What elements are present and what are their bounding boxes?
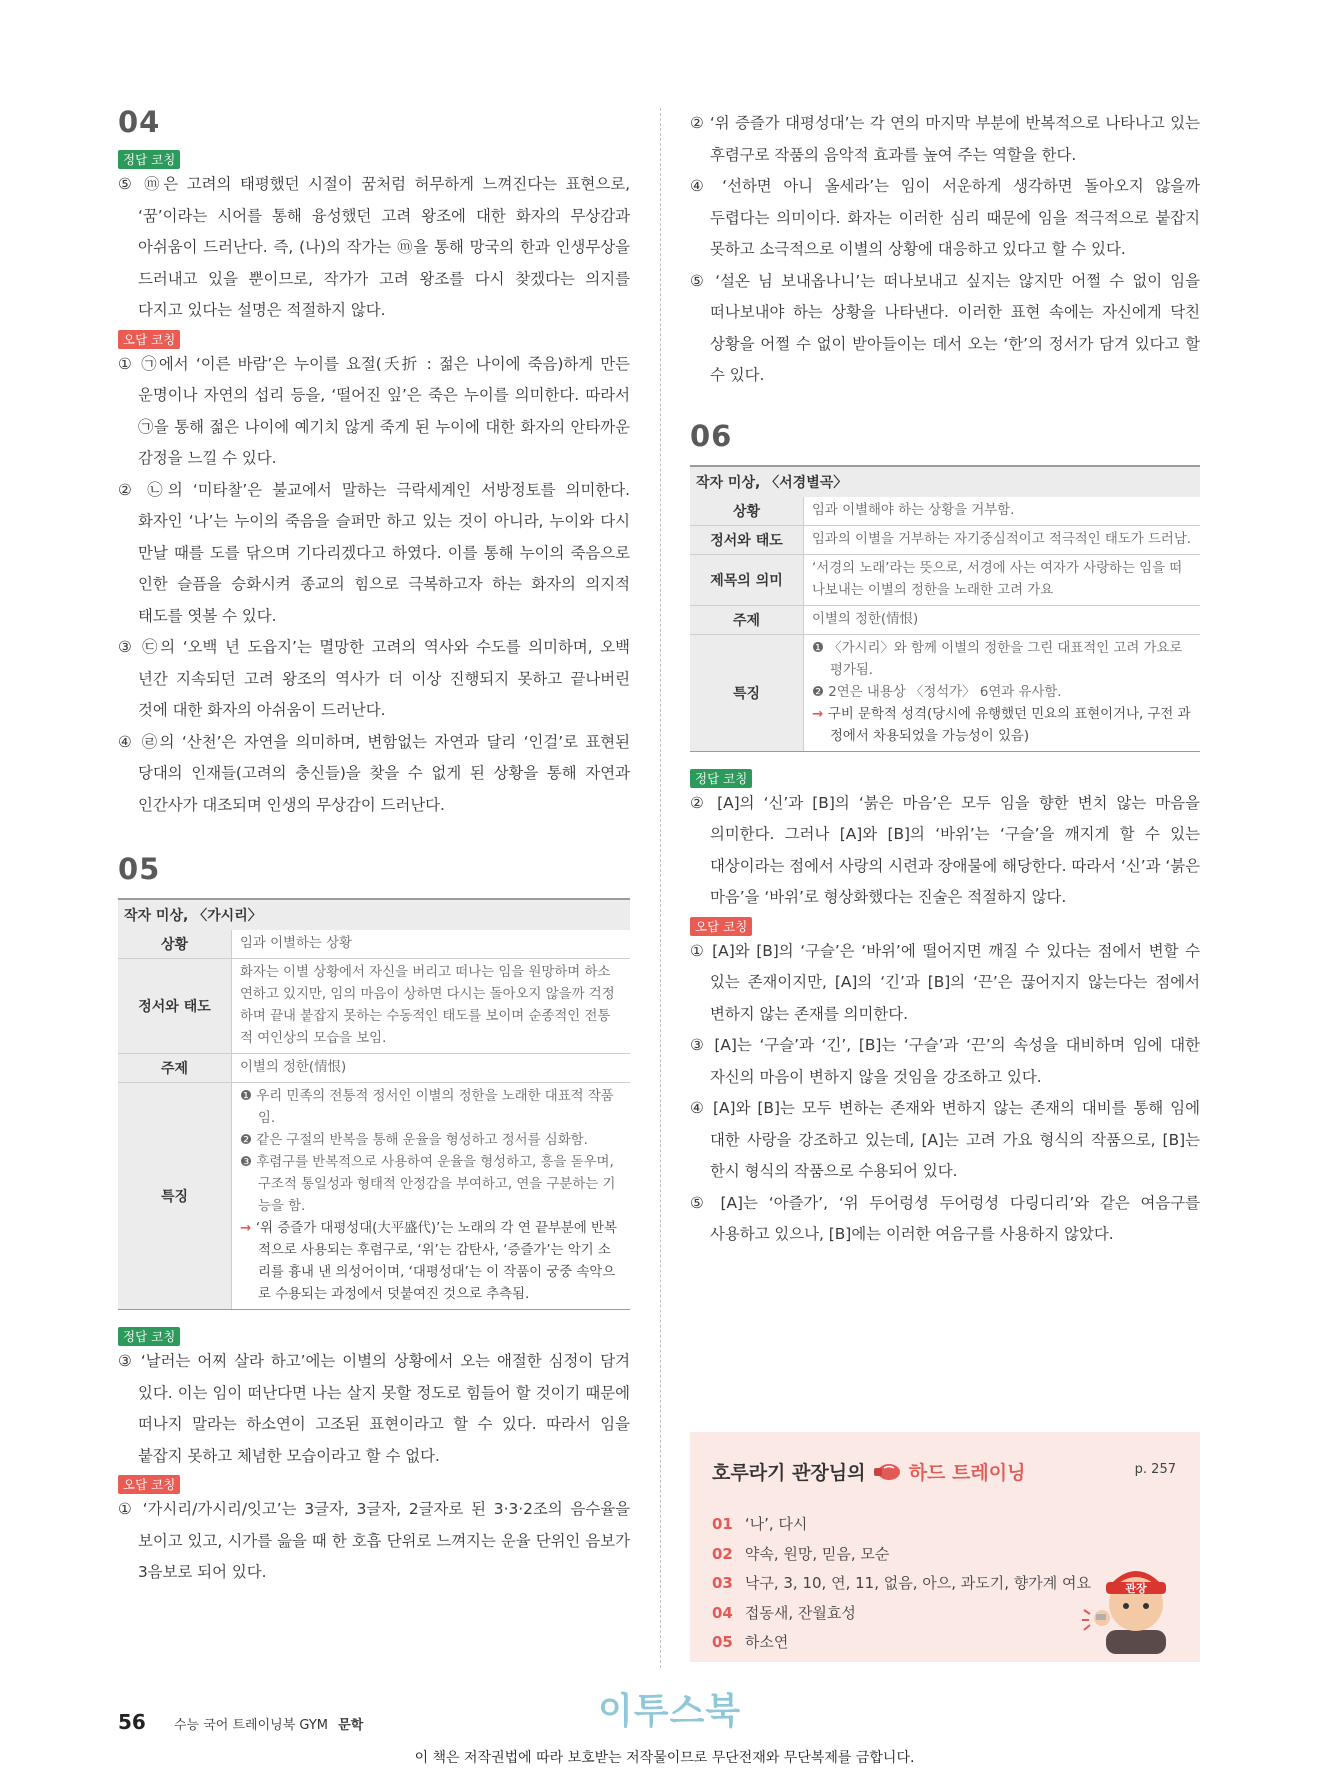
q04-wrong-item: ④ ㉣의 ‘산천’은 자연을 의미하며, 변함없는 자연과 달리 ‘인걸’로 표현된 당대의 인재들(고려의 충신들)을 찾을 수 없게 된 상황을 통해 자연과 인간사가 대조되며 인생의 무상감이 드러난다. [118,732,630,814]
row-head: 상황 [690,497,804,526]
coach-mascot-illustration [1076,1544,1186,1654]
feature-note-text: 구비 문학적 성격(당시에 유행했던 민요의 표현이거나, 구전 과정에서 차용되었을 가능성이 있음) [827,706,1191,744]
list-item: 04 접동새, 잔월효성 [712,1603,856,1622]
list-item: 01 ‘나’, 다시 [712,1515,808,1533]
arrow-icon: → [240,1221,256,1236]
row-head: 주제 [690,605,804,634]
q05-wrong-item: ⑤ ‘설온 님 보내옵나니’는 떠나보내고 싶지는 않지만 어쩔 수 없이 임을 떠나보내야 하는 상황을 나타낸다. 이러한 표현 속에는 자신에게 닥친 상황을 어쩔 수 없이 받아들이는 데서 오는 ‘한’의 정서가 담겨 있다고 할 수 있다. [690,271,1200,384]
feature-list [232,1083,631,1310]
page-number: 56 [118,1710,146,1734]
q05-wrong-item: ① ‘가시리/가시리/잇고’는 3글자, 3글자, 2글자로 된 3·3·2조의 음수율을 보이고 있고, 시가를 읊을 때 한 호흡 단위로 느껴지는 운율 단위인 음보가 3음보로 되어 있다. [118,1500,630,1581]
arrow-icon: → [812,706,828,722]
correct-coaching-tag: 정답 코칭 [690,769,752,788]
feature-list [804,634,1201,751]
hard-training-box [690,1432,1200,1662]
row-head: 특징 [118,1083,232,1310]
training-title-highlight: 하드 트레이닝 [908,1462,1026,1484]
book-title: 수능 국어 트레이닝북 GYM [173,1718,328,1733]
q05-wrong-item: ④ ‘선하면 아니 올세라’는 임이 서운하게 생각하면 돌아오지 않을까 두렵다는 의미이다. 화자는 이러한 심리 때문에 임을 적극적으로 붙잡지 못하고 소극적으로 이별의 상황에 대응하고 있다고 할 수 있다. [690,177,1200,258]
question-number-06: 06 [690,418,733,453]
row-head: 상황 [118,930,232,959]
list-item: 02 약속, 원망, 믿음, 모순 [712,1544,890,1563]
left-column [118,105,630,1589]
q06-wrong-item: ① [A]와 [B]의 ‘구슬’은 ‘바위’에 떨어지면 깨질 수 있다는 점에서 변할 수 있는 존재이지만, [A]의 ‘긴’과 [B]의 ‘끈’은 끊어지지 않는다는 점에서 변하지 않는 존재를 의미한다. [690,941,1200,1023]
table-caption: 작자 미상, 〈서경별곡〉 [690,465,1200,497]
feature-item: ❶ 〈가시리〉와 함께 이별의 정한을 그린 대표적인 고려 가요로 평가됨. [812,640,1183,678]
wrong-coaching-tag: 오답 코칭 [118,1475,180,1494]
row-head: 정서와 태도 [118,959,232,1054]
question-number-05: 05 [118,852,161,886]
q06-correct-explanation: ② [A]의 ‘신’과 [B]의 ‘붉은 마음’은 모두 임을 향한 변치 않는 마음을 의미한다. 그러나 [A]와 [B]의 ‘바위’는 ‘구슬’을 깨지게 할 수 있는 대상이라는 점에서 사랑의 시련과 장애물에 해당한다. 따라서 ‘신’과 ‘붉은 마음’을 ‘바위’로 형상화했다는 진술은 적절하지 않다. [690,793,1200,906]
list-item: 05 하소연 [712,1633,789,1651]
work-info-table-gasiri [118,898,630,1310]
wrong-coaching-tag: 오답 코칭 [690,917,752,936]
book-subject: 문학 [338,1718,364,1733]
feature-item: ❸ 후렴구를 반복적으로 사용하여 운율을 형성하고, 흥을 돋우며, 구조적 통일성과 형태적 안정감을 부여하고, 연을 구분하는 기능을 함. [240,1155,616,1214]
feature-note [812,704,1192,748]
row-value: 화자는 이별 상황에서 자신을 버리고 떠나는 임을 원망하며 하소연하고 있지만, 임의 마음이 상하면 다시는 돌아오지 않을까 걱정하며 끝내 붙잡지 못하는 수동적인 태도를 보이며 순종적인 전통적 여인상의 모습을 보임. [232,959,631,1054]
q05-correct-explanation: ③ ‘날러는 어찌 살라 하고’에는 이별의 상황에서 오는 애절한 심정이 담겨 있다. 이는 임이 떠난다면 나는 살지 못할 정도로 힘들어 할 것이기 때문에 떠나지 말라는 하소연이 고조된 표현이라고 할 수 있다. 따라서 임을 붙잡지 못하고 체념한 모습이라고 할 수 없다. [118,1352,630,1465]
feature-item: ❷ 같은 구절의 반복을 통해 운율을 형성하고 정서를 심화함. [240,1133,588,1148]
publisher-logo: 이투스북 [598,1691,742,1732]
row-value: 이별의 정한(情恨) [232,1054,631,1083]
training-title-prefix: 호루라기 관장님의 [712,1462,866,1484]
q06-wrong-item: ③ [A]는 ‘구슬’과 ‘긴’, [B]는 ‘구슬’과 ‘끈’의 속성을 대비하며 임에 대한 자신의 마음이 변하지 않을 것임을 강조하고 있다. [690,1036,1200,1086]
page-footer [118,1710,363,1734]
row-head: 특징 [690,634,804,751]
training-answer-list [712,1510,1091,1658]
row-head: 주제 [118,1054,232,1083]
feature-note [240,1218,622,1306]
training-title [712,1458,1025,1485]
row-head: 정서와 태도 [690,525,804,554]
correct-coaching-tag: 정답 코칭 [118,1327,180,1346]
question-number-04: 04 [118,105,161,139]
table-caption: 작자 미상, 〈가시리〉 [118,898,630,930]
wrong-coaching-tag: 오답 코칭 [118,330,180,349]
q06-wrong-item: ④ [A]와 [B]는 모두 변하는 존재와 변하지 않는 존재의 대비를 통해 임에 대한 사랑을 강조하고 있는데, [A]는 고려 가요 형식의 작품으로, [B]는 한시 형식의 작품으로 수용되어 있다. [690,1099,1200,1180]
feature-note-text: ‘위 증즐가 대평성대(大平盛代)’는 노래의 각 연 끝부분에 반복적으로 사용되는 후렴구로, ‘위’는 감탄사, ‘증즐가’는 악기 소리를 흉내 낸 의성어이며, ‘대평성대’는 이 작품이 궁중 속악으로 수용되는 과정에서 덧붙여진 것으로 추측됨. [255,1221,617,1302]
copyright-notice: 이 책은 저작권법에 따라 보호받는 저작물이므로 무단전재와 무단복제를 금합니다. [414,1750,915,1766]
q06-wrong-item: ⑤ [A]는 ‘아즐가’, ‘위 두어렁셩 두어렁셩 다링디리’와 같은 여음구를 사용하고 있으나, [B]에는 이러한 여음구를 사용하지 않았다. [690,1193,1200,1243]
column-divider [660,108,661,1668]
correct-coaching-tag: 정답 코칭 [118,150,180,169]
q05-wrong-item: ② ‘위 증즐가 대평성대’는 각 연의 마지막 부분에 반복적으로 나타나고 있는 후렴구로 작품의 음악적 효과를 높여 주는 역할을 한다. [690,114,1200,164]
feature-item: ❶ 우리 민족의 전통적 정서인 이별의 정한을 노래한 대표적 작품임. [240,1089,614,1126]
row-head: 제목의 의미 [690,554,804,605]
boxing-glove-icon [872,1462,902,1482]
feature-item: ❷ 2연은 내용상 〈정석가〉 6연과 유사함. [812,684,1062,700]
mascot-badge-text: 관장 [1125,1582,1147,1595]
row-value: ‘서경의 노래’라는 뜻으로, 서경에 사는 여자가 사랑하는 임을 떠나보내는 이별의 정한을 노래한 고려 가요 [804,554,1201,605]
q04-wrong-item: ② ㉡의 ‘미타찰’은 불교에서 말하는 극락세계인 서방정토를 의미한다. 화자인 ‘나’는 누이의 죽음을 슬퍼만 하고 있는 것이 아니라, 누이와 다시 만날 때를 도를 닦으며 기다리겠다고 하였다. 이를 통해 누이의 죽음으로 인한 슬픔을 승화시켜 종교의 힘으로 극복하고자 하는 화자의 의지적 태도를 엿볼 수 있다. [118,480,630,625]
list-item: 03 낙구, 3, 10, 연, 11, 없음, 아으, 과도기, 향가계 여요 [712,1574,1092,1592]
right-column [690,108,1200,1251]
row-value: 임과의 이별을 거부하는 자기중심적이고 적극적인 태도가 드러남. [804,525,1201,554]
q04-wrong-item: ③ ㉢의 ‘오백 년 도읍지’는 멸망한 고려의 역사와 수도를 의미하며, 오백 년간 지속되던 고려 왕조의 역사가 더 이상 진행되지 못하고 끝나버린 것에 대한 화자의 아쉬움이 드러난다. [118,638,630,719]
page-reference: p. 257 [1134,1462,1176,1477]
row-value: 임과 이별해야 하는 상황을 거부함. [804,497,1201,526]
q04-wrong-item: ① ㉠에서 ‘이른 바람’은 누이를 요절(夭折 : 젊은 나이에 죽음)하게 만든 운명이나 자연의 섭리 등을, ‘떨어진 잎’은 죽은 누이를 의미한다. 따라서 ㉠을 통해 젊은 나이에 예기치 않게 죽게 된 누이에 대한 화자의 안타까운 감정을 느낄 수 있다. [118,354,630,467]
work-info-table-seogyeong [690,465,1200,752]
row-value: 이별의 정한(情恨) [804,605,1201,634]
row-value: 임과 이별하는 상황 [232,930,631,959]
q04-correct-explanation: ⑤ ⓜ은 고려의 태평했던 시절이 꿈처럼 허무하게 느껴진다는 표현으로, ‘꿈’이라는 시어를 통해 융성했던 고려 왕조에 대한 화자의 무상감과 아쉬움이 드러난다. 즉, (나)의 작가는 ⓜ을 통해 망국의 한과 인생무상을 드러내고 있을 뿐이므로, 작가가 고려 왕조를 다시 찾겠다는 의지를 다지고 있다는 설명은 적절하지 않다. [118,175,630,319]
